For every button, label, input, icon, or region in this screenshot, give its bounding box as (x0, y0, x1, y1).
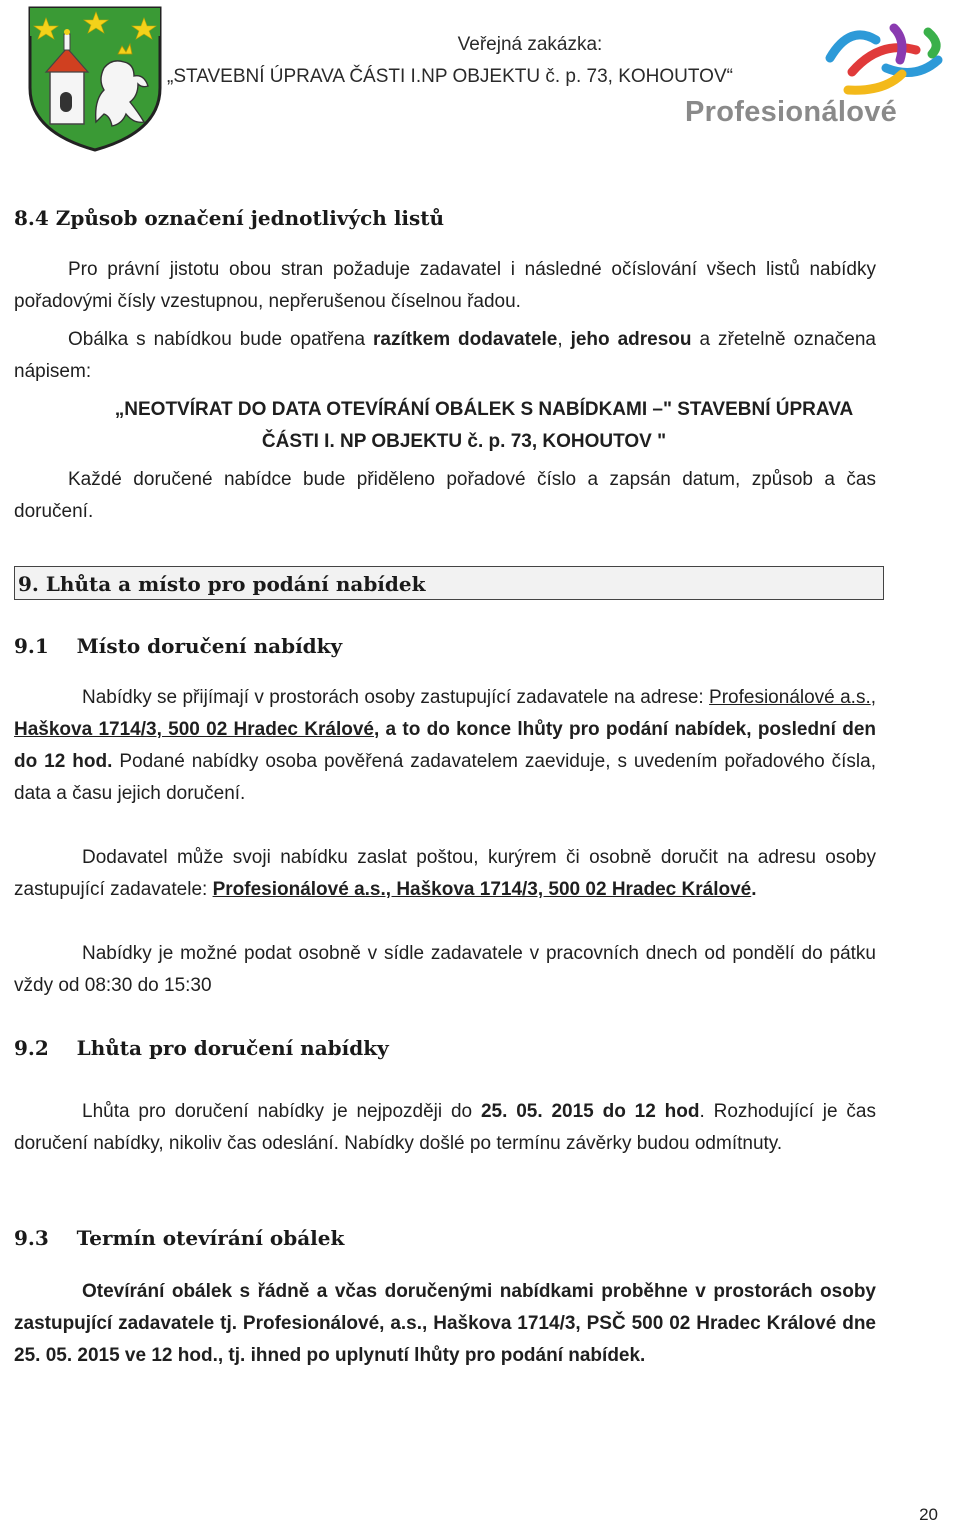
text-bold-underlined: Profesionálové a.s., Haškova 1714/3, 500 02 Hradec Králové (212, 879, 752, 900)
paragraph-office-hours (14, 938, 876, 1002)
text-run: , (870, 687, 876, 708)
section-heading-9-2: 9.2 Lhůta pro doručení nabídky (14, 1036, 389, 1060)
text-run: , (557, 329, 571, 350)
paragraph-text: Každé doručené nabídce bude přiděleno pořadové číslo a zapsán datum, způsob a čas doručení. (14, 469, 876, 522)
paragraph-opening (14, 1276, 876, 1372)
paragraph-numbering (14, 254, 876, 318)
text-run: Lhůta pro doručení nabídky je nejpozději do (82, 1101, 481, 1122)
section-heading-8-4: 8.4 Způsob označení jednotlivých listů (14, 206, 445, 230)
envelope-label-line-1: „NEOTVÍRAT DO DATA OTEVÍRÁNÍ OBÁLEK S NABÍDKAMI –" STAVEBNÍ ÚPRAVA (114, 399, 854, 420)
text-bold: jeho adresou (570, 329, 692, 350)
paragraph-deadline (14, 1096, 876, 1160)
paragraph-text: Pro právní jistotu obou stran požaduje zadavatel i následné očíslování všech listů nabídky pořadovými čísly vzestupnou, nepřerušenou číselnou řadou. (14, 259, 876, 312)
envelope-label (14, 394, 914, 458)
text-bold: 25. 05. 2015 do 12 hod (480, 1101, 700, 1122)
paragraph-delivery-post (14, 842, 876, 906)
text-run: Podané nabídky osoba pověřená zadavatelem zaeviduje, s uvedením pořadového čísla, data a času jejich doručení. (14, 751, 876, 804)
paragraph-envelope (14, 324, 876, 388)
text-bold: , a to do konce lhůty pro podání nabídek, poslední den do 12 hod. (14, 719, 877, 772)
paragraph-delivery-place (14, 682, 876, 810)
text-run: . Rozhodující je čas doručení nabídky, nikoliv čas odeslání. Nabídky došlé po termínu závěrky budou odmítnuty. (14, 1101, 876, 1154)
section-heading-9-3: 9.3 Termín otevírání obálek (14, 1226, 345, 1250)
text-run: Nabídky se přijímají v prostorách osoby zastupující zadavatele na adrese: (82, 687, 710, 708)
text-bold: . (751, 879, 757, 900)
text-underlined: Profesionálové a.s. (709, 687, 871, 708)
page-number: 20 (919, 1505, 938, 1524)
paragraph-text: Nabídky je možné podat osobně v sídle zadavatele v pracovních dnech od pondělí do pátku vždy od 08:30 do 15:30 (14, 943, 876, 996)
text-bold: razítkem dodavatele (373, 329, 558, 350)
envelope-label-line-2: ČÁSTI I. NP OBJEKTU č. p. 73, KOHOUTOV " (261, 431, 667, 452)
municipality-crest-icon (26, 4, 164, 152)
text-run: a zřetelně označena nápisem: (14, 329, 876, 382)
header-project-name: „STAVEBNÍ ÚPRAVA ČÁSTI I.NP OBJEKTU č. p. 73, KOHOUTOV“ (167, 66, 733, 87)
paragraph-registration (14, 464, 876, 528)
text-run: Dodavatel může svoji nabídku zaslat poštou, kurýrem či osobně doručit na adresu osoby zastupující zadavatele: (14, 847, 876, 900)
header-title: Veřejná zakázka: (457, 34, 603, 55)
paragraph-text: Otevírání obálek s řádně a včas doručenými nabídkami proběhne v prostorách osoby zastupující zadavatele tj. Profesionálové, a.s., Haškova 1714/3, PSČ 500 02 Hradec Králové dne 25. 05. 2015 ve 12 hod., tj. ihned po uplynutí lhůty pro podání nabídek. (14, 1281, 876, 1366)
text-bold-underlined: Haškova 1714/3, 500 02 Hradec Králové (14, 719, 374, 740)
text-run: Obálka s nabídkou bude opatřena (68, 329, 373, 350)
section-heading-9: 9. Lhůta a místo pro podání nabídek (18, 572, 426, 596)
logo-text: Profesionálové (685, 96, 898, 128)
section-heading-9-1: 9.1 Místo doručení nabídky (14, 634, 343, 658)
